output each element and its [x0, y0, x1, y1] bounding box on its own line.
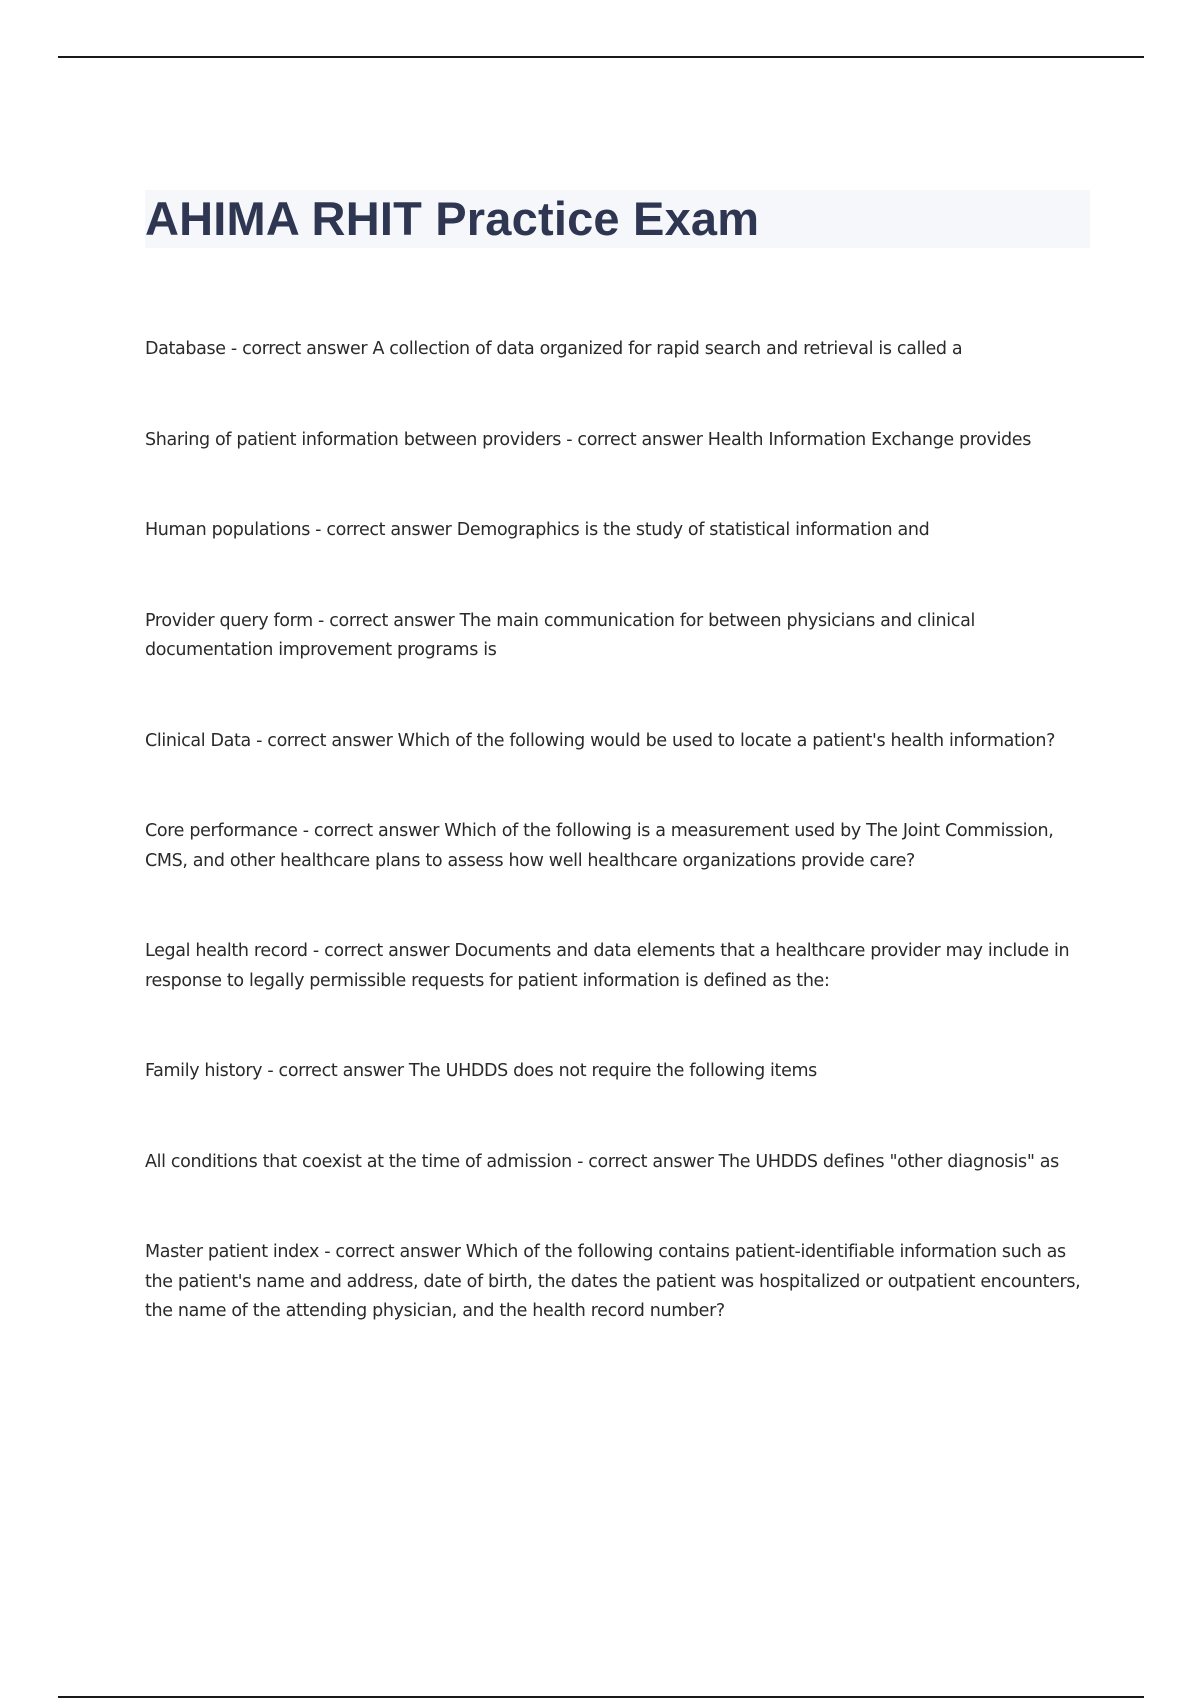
qa-item-3: Human populations - correct answer Demographics is the study of statistical information and: [145, 520, 930, 540]
qa-item-7: Legal health record - correct answer Documents and data elements that a healthcare provider may include in response to legally permissible requests for patient information is defined as the:: [145, 941, 1070, 991]
qa-item-9: All conditions that coexist at the time of admission - correct answer The UHDDS defines "other diagnosis" as: [145, 1151, 1059, 1172]
qa-item-6: Core performance - correct answer Which of the following is a measurement used by The Joint Commission, CMS, and other healthcare plans to assess how well healthcare organizations provide care?: [145, 821, 1054, 871]
qa-item-8: Family history - correct answer The UHDDS does not require the following items: [145, 1061, 817, 1081]
bottom-rule: [58, 1696, 1144, 1698]
top-rule: [58, 56, 1144, 58]
qa-item-2: Sharing of patient information between providers - correct answer Health Information Exchange provides: [145, 429, 1031, 450]
qa-item-10: Master patient index - correct answer Which of the following contains patient-identifiable information such as the patient's name and address, date of birth, the dates the patient was hospitalized or outpatient encounters, the name of the attending physician, and the health record number?: [145, 1242, 1081, 1321]
page-title: AHIMA RHIT Practice Exam: [145, 192, 760, 245]
qa-item-4: Provider query form - correct answer The main communication for between physicians and clinical documentation improvement programs is: [145, 610, 975, 660]
qa-item-1: Database - correct answer A collection of data organized for rapid search and retrieval is called a: [145, 339, 963, 359]
qa-list: [145, 335, 1090, 1327]
qa-item-5: Clinical Data - correct answer Which of the following would be used to locate a patient's health information?: [145, 730, 1056, 751]
